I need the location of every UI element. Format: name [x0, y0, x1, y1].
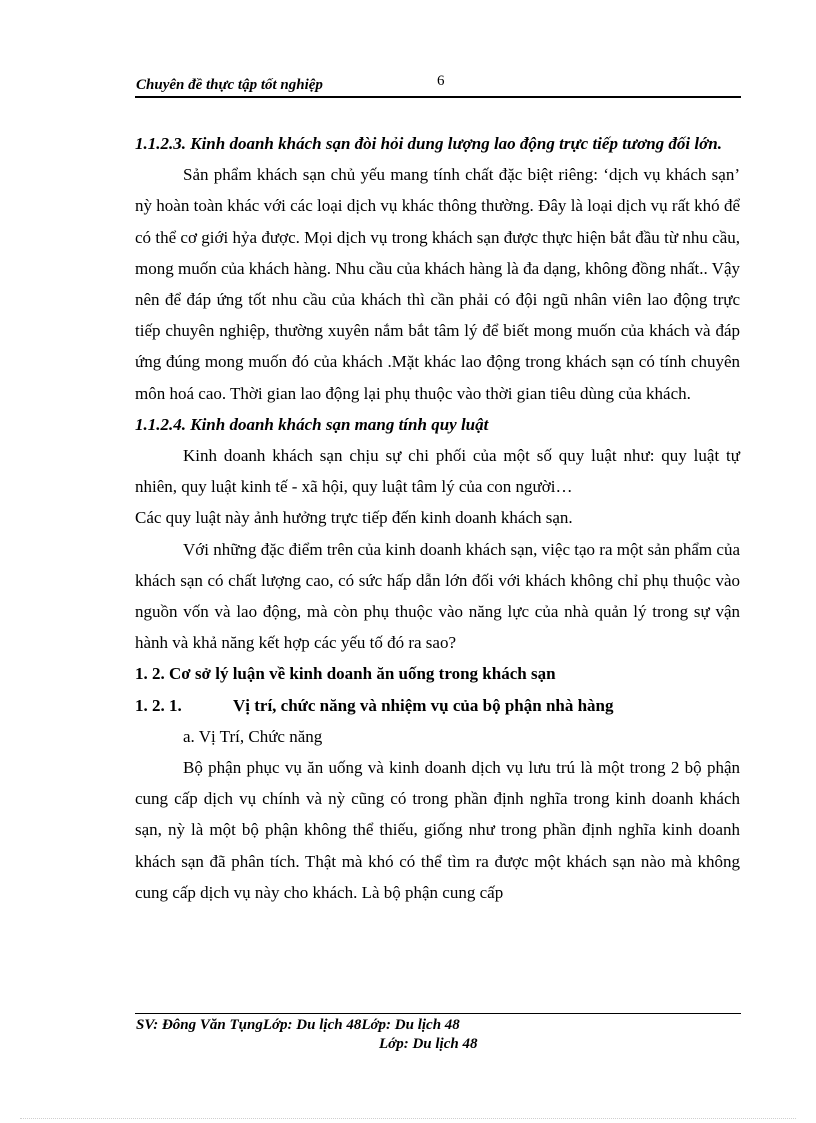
paragraph-2: Kinh doanh khách sạn chịu sự chi phối của một số quy luật như: quy luật tự nhiên, quy luật kinh tế - xã hội, quy luật tâm lý của con người… [135, 446, 740, 497]
heading-1-2: 1. 2. Cơ sở lý luận về kinh doanh ăn uống trong khách sạn [135, 664, 556, 684]
heading-1-2-1 [135, 690, 740, 721]
document-body [135, 128, 740, 908]
heading-1-1-2-4: 1.1.2.4. Kinh doanh khách sạn mang tính quy luật [135, 414, 489, 434]
heading-1-1-2-3: 1.1.2.3. Kinh doanh khách sạn đòi hỏi dung lượng lao động trực tiếp tương đối lớn. [135, 134, 722, 153]
page-bottom-border [20, 1118, 796, 1119]
paragraph-3: Các quy luật này ảnh hưởng trực tiếp đến kinh doanh khách sạn. [135, 508, 573, 528]
footer-line-2: Lớp: Du lịch 48 [379, 1036, 478, 1052]
paragraph-5: Bộ phận phục vụ ăn uống và kinh doanh dịch vụ lưu trú là một trong 2 bộ phận cung cấp dịch vụ chính và nỳ cũng có trong phần định nghĩa trong kinh doanh khách sạn, nỳ là một bộ phận không thể thiếu, giống như trong phần định nghĩa kinh doanh khách sạn đã phân tích. Thật mà khó có thể tìm ra được một khách sạn nào mà không cung cấp dịch vụ này cho khách. Là bộ phận cung cấp [135, 758, 740, 902]
footer-line-1: SV: Đông Văn TụngLớp: Du lịch 48Lớp: Du lịch 48 [136, 1017, 460, 1033]
header-rule [135, 96, 741, 98]
heading-1-2-1-text: Vị trí, chức năng và nhiệm vụ của bộ phận nhà hàng [233, 695, 614, 715]
footer-rule [135, 1013, 741, 1014]
header-title: Chuyên đề thực tập tốt nghiệp [136, 77, 323, 93]
paragraph-1: Sản phẩm khách sạn chủ yếu mang tính chất đặc biệt riêng: ‘dịch vụ khách sạn’ nỳ hoàn toàn khác với các loại dịch vụ khác thông thường. Đây là loại dịch vụ rất khó để có thể cơ giới hỷa được. Mọi dịch vụ trong khách sạn được thực hiện bắt đầu từ nhu cầu, mong muốn của khách hàng. Nhu cầu của khách hàng là đa dạng, không đồng nhất.. Vậy nên để đáp ứng tốt nhu cầu của khách thì cần phải có đội ngũ nhân viên lao động trực tiếp chuyên nghiệp, thường xuyên nắm bắt tâm lý để biết mong muốn của khách và đáp ứng đúng mong muốn đó của khách .Mặt khác lao động trong khách sạn có tính chuyên môn hoá cao. Thời gian lao động lại phụ thuộc vào thời gian tiêu dùng của khách. [135, 165, 740, 403]
subheading-a: a. Vị Trí, Chức năng [183, 726, 323, 746]
paragraph-4: Với những đặc điểm trên của kinh doanh khách sạn, việc tạo ra một sản phẩm của khách sạn có chất lượng cao, có sức hấp dẫn lớn đối với khách không chỉ phụ thuộc vào nguồn vốn và lao động, mà còn phụ thuộc vào năng lực của nhà quản lý trong sự vận hành và khả năng kết hợp các yếu tố đó ra sao? [135, 539, 740, 653]
heading-1-2-1-number: 1. 2. 1. [135, 695, 182, 715]
page-number: 6 [437, 73, 445, 89]
